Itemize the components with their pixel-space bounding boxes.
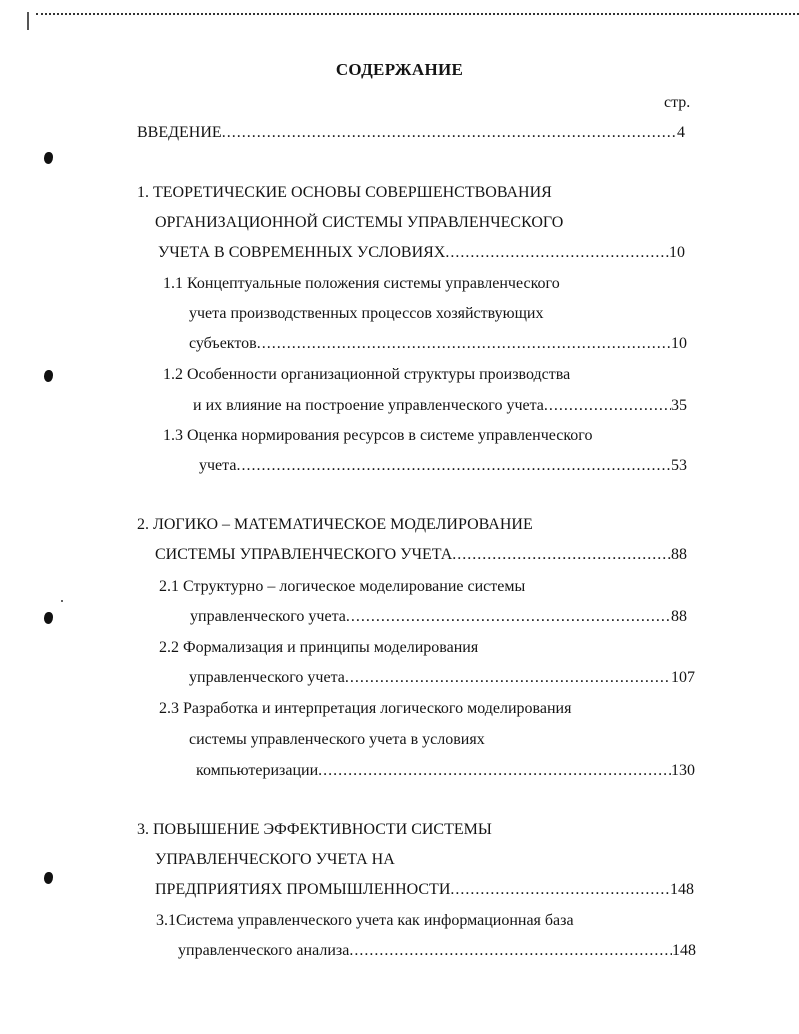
scan-blot [44,612,53,624]
section-2-1-heading: 2.1 Структурно – логическое моделирование системы [159,578,526,595]
toc-entry-text: управленческого анализа [178,942,350,959]
toc-page-number: 148 [672,942,696,959]
dot-leader [346,606,671,628]
chapter-1-heading-cont: ОРГАНИЗАЦИОННОЙ СИСТЕМЫ УПРАВЛЕНЧЕСКОГО [155,214,564,231]
section-2-2-heading: 2.2 Формализация и принципы моделирования [159,639,479,656]
toc-entry-text: и их влияние на построение управленческого учета [193,397,544,414]
toc-entry-chapter-2[interactable] [155,544,687,566]
chapter-1-heading: 1. ТЕОРЕТИЧЕСКИЕ ОСНОВЫ СОВЕРШЕНСТВОВАНИЯ [137,184,552,201]
dot-leader [318,760,671,782]
dot-leader [236,455,671,477]
section-2-3-heading: 2.3 Разработка и интерпретация логического моделирования [159,700,572,717]
chapter-2-heading: 2. ЛОГИКО – МАТЕМАТИЧЕСКОЕ МОДЕЛИРОВАНИЕ [137,516,533,533]
toc-page-number: 53 [671,457,687,474]
chapter-3-heading: 3. ПОВЫШЕНИЕ ЭФФЕКТИВНОСТИ СИСТЕМЫ [137,821,492,838]
scan-speck [61,600,63,602]
dot-leader [452,544,671,566]
toc-entry-text: ВВЕДЕНИЕ [137,124,222,141]
toc-entry-text: учета [199,457,237,474]
chapter-3-heading-cont: УПРАВЛЕНЧЕСКОГО УЧЕТА НА [155,851,395,868]
toc-entry-section-2-1[interactable] [190,606,687,628]
toc-entry-chapter-3[interactable] [155,879,694,901]
toc-entry-section-1-1[interactable] [189,333,687,355]
dot-leader [257,333,671,355]
toc-entry-text: УЧЕТА В СОВРЕМЕННЫХ УСЛОВИЯХ [158,244,446,261]
dot-leader [544,395,671,417]
toc-page-number: 130 [671,762,695,779]
scan-blot [44,152,53,164]
toc-entry-section-3-1[interactable] [178,940,696,962]
dot-leader [349,940,672,962]
toc-entry-text: ПРЕДПРИЯТИЯХ ПРОМЫШЛЕННОСТИ [155,881,451,898]
section-1-2-heading: 1.2 Особенности организационной структуры производства [163,366,571,383]
toc-entry-text: управленческого учета [190,608,346,625]
toc-page-number: 107 [671,669,695,686]
section-1-3-heading: 1.3 Оценка нормирования ресурсов в системе управленческого [163,427,593,444]
page-column-label: стр. [664,94,691,111]
toc-entry-section-2-2[interactable] [189,667,695,689]
section-3-1-heading: 3.1Система управленческого учета как информационная база [156,912,574,929]
scan-blot [44,872,53,884]
toc-page-number: 10 [669,244,685,261]
toc-page-number: 88 [671,546,687,563]
toc-entry-text: компьютеризации [196,762,319,779]
toc-entry-text: СИСТЕМЫ УПРАВЛЕНЧЕСКОГО УЧЕТА [155,546,453,563]
toc-entry-section-1-3[interactable] [199,455,687,477]
toc-entry-text: управленческого учета [189,669,345,686]
section-2-3-heading-cont: системы управленческого учета в условиях [189,731,485,748]
section-1-1-heading-cont: учета производственных процессов хозяйствующих [189,305,544,322]
toc-page-number: 4 [677,124,685,141]
toc-entry-section-2-3[interactable] [196,760,695,782]
scan-blot [44,370,53,382]
dot-leader [222,122,677,144]
dot-leader [345,667,671,689]
scan-border [36,13,799,15]
section-1-1-heading: 1.1 Концептуальные положения системы управленческого [163,275,560,292]
toc-page-number: 88 [671,608,687,625]
toc-entry-text: субъектов [189,335,257,352]
toc-entry-intro[interactable] [137,122,685,144]
toc-page-number: 35 [671,397,687,414]
dot-leader [445,242,669,264]
toc-page-number: 10 [671,335,687,352]
toc-page-number: 148 [670,881,694,898]
toc-entry-chapter-1[interactable] [158,242,685,264]
dot-leader [450,879,670,901]
page-title: СОДЕРЖАНИЕ [335,60,464,79]
scan-edge-mark [27,12,29,30]
toc-entry-section-1-2[interactable] [193,395,687,417]
